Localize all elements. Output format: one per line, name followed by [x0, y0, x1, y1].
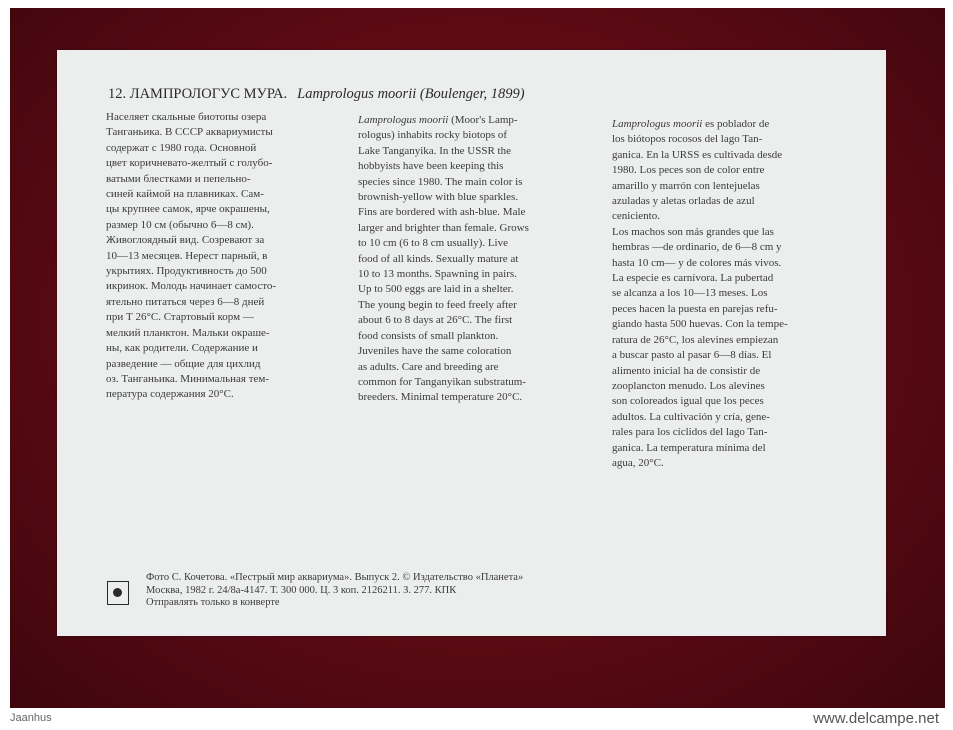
english-text-line: food consists of small plankton.	[358, 329, 499, 342]
spanish-text-line: adultos. La cultivación y cría, gene-	[612, 410, 770, 423]
spanish-text-column	[612, 117, 838, 471]
russian-text-line: содержат с 1980 года. Основной	[106, 141, 257, 154]
russian-text-line: цвет коричневато-желтый с голубо-	[106, 157, 273, 170]
heading-latin: Lamprologus moorii (Boulenger, 1899)	[297, 86, 525, 102]
russian-text-line: мелкий планктон. Мальки окраше-	[106, 326, 270, 339]
english-text-line: Fins are bordered with ash-blue. Male	[358, 206, 526, 219]
spanish-text-line: peces hacen la puesta en parejas refu-	[612, 302, 778, 315]
english-text-line: Up to 500 eggs are laid in a shelter.	[358, 283, 514, 296]
spanish-text-line: Los machos son más grandes que las	[612, 225, 774, 238]
imprint-line: Фото С. Кочетова. «Пестрый мир аквариума». Выпуск 2. © Издательство «Планета»	[146, 572, 524, 583]
english-text-line: rologus) inhabits rocky biotops of	[358, 129, 508, 142]
spanish-text-line: ratura de 26°C, los alevines empiezan	[612, 333, 779, 346]
english-text-line: hobbyists have been keeping this	[358, 160, 504, 173]
spanish-text-line: a buscar pasto al pasar 6—8 días. El	[612, 349, 772, 362]
russian-text-line: ны, как родители. Содержание и	[106, 342, 258, 355]
russian-text-line: икринок. Молодь начинает самосто-	[106, 280, 277, 293]
spanish-text-line: alimento inicial ha de consistir de	[612, 364, 761, 377]
russian-text-line: укрытиях. Продуктивность до 500	[106, 265, 267, 278]
english-text-line: Lake Tanganyika. In the USSR the	[358, 144, 511, 157]
russian-text-line: ватыми блестками и пепельно-	[106, 172, 251, 185]
russian-text-line: оз. Танганьика. Минимальная тем-	[106, 372, 270, 385]
english-text-line: Lamprologus moorii (Moor's Lamp-	[358, 114, 518, 126]
russian-text-line: 10—13 месяцев. Нерест парный, в	[106, 249, 268, 262]
english-text-line: as adults. Care and breeding are	[358, 360, 499, 373]
russian-text-line: разведение — общие для цихлид	[106, 357, 261, 370]
russian-text-line: цы крупнее самок, ярче окрашены,	[106, 203, 270, 216]
russian-text-line: размер 10 см (обычно 6—8 см).	[106, 218, 254, 231]
imprint-line: Москва, 1982 г. 24/8а-4147. Т. 300 000. Ц. 3 коп. 2126211. З. 277. КПК	[146, 584, 457, 596]
english-text-line: species since 1980. The main color is	[358, 175, 523, 188]
russian-text-line: Танганьика. В СССР аквариумисты	[106, 126, 273, 139]
english-text-line: food of all kinds. Sexually mature at	[358, 252, 519, 265]
spanish-text-line: 1980. Los peces son de color entre	[612, 164, 765, 177]
publisher-logo-icon	[107, 581, 129, 605]
spanish-text-line: zooplancton menudo. Los alevines	[612, 379, 765, 392]
spanish-text-line: hasta 10 cm— y de colores más vivos.	[612, 256, 782, 269]
russian-text-line: Живоглоядный вид. Созревают за	[106, 234, 265, 247]
english-text-line: to 10 cm (6 to 8 cm usually). Live	[358, 237, 508, 250]
spanish-text-line: agua, 20°C.	[612, 456, 664, 469]
russian-text-line: Населяет скальные биотопы озера	[106, 111, 267, 123]
spanish-text-line: los biótopos rocosos del lago Tan-	[612, 133, 763, 146]
russian-text-line: ятельно питаться через 6—8 дней	[106, 295, 265, 308]
imprint-line: Отправлять только в конверте	[146, 597, 280, 609]
russian-text-line: синей каймой на плавниках. Сам-	[106, 188, 264, 201]
spanish-text-line: azuladas y aletas orladas de azul	[612, 195, 755, 208]
spanish-text-line: ganica. La temperatura mínima del	[612, 441, 766, 454]
english-text-column	[358, 113, 587, 406]
postcard-heading	[108, 86, 648, 103]
site-watermark: www.delcampe.net	[813, 710, 939, 727]
spanish-text-line: rales para los cíclidos del lago Tan-	[612, 426, 768, 439]
spanish-text-line: Lamprologus moorii es poblador de	[612, 118, 770, 130]
heading-russian: 12. ЛАМПРОЛОГУС МУРА.	[108, 86, 288, 102]
english-text-line: brownish-yellow with blue sparkles.	[358, 191, 519, 204]
english-text-line: larger and brighter than female. Grows	[358, 221, 529, 234]
spanish-text-line: se alcanza a los 10—13 meses. Los	[612, 287, 768, 300]
russian-text-line: при Т 26°С. Стартовый корм —	[106, 311, 254, 324]
spanish-text-line: ganica. En la URSS es cultivada desde	[612, 148, 783, 161]
imprint-block	[146, 572, 523, 610]
spanish-text-line: amarillo y marrón con lentejuelas	[612, 179, 760, 192]
english-text-line: Juveniles have the same coloration	[358, 345, 512, 358]
spanish-text-line: son coloreados igual que los peces	[612, 395, 764, 408]
seller-watermark: Jaanhus	[10, 712, 52, 724]
english-text-line: breeders. Minimal temperature 20°C.	[358, 391, 523, 404]
english-text-line: 10 to 13 months. Spawning in pairs.	[358, 268, 517, 281]
english-text-line: common for Tanganyikan substratum-	[358, 375, 526, 388]
spanish-text-line: La especie es carnívora. La pubertad	[612, 272, 774, 285]
russian-text-line: пература содержания 20°С.	[106, 388, 234, 401]
english-text-line: The young begin to feed freely after	[358, 298, 517, 311]
russian-text-column	[106, 110, 330, 403]
english-text-line: about 6 to 8 days at 26°C. The first	[358, 314, 513, 327]
spanish-text-line: giando hasta 500 huevas. Con la tempe-	[612, 318, 788, 331]
spanish-text-line: hembras —de ordinario, de 6—8 cm y	[612, 241, 782, 254]
spanish-text-line: ceniciento.	[612, 210, 660, 223]
